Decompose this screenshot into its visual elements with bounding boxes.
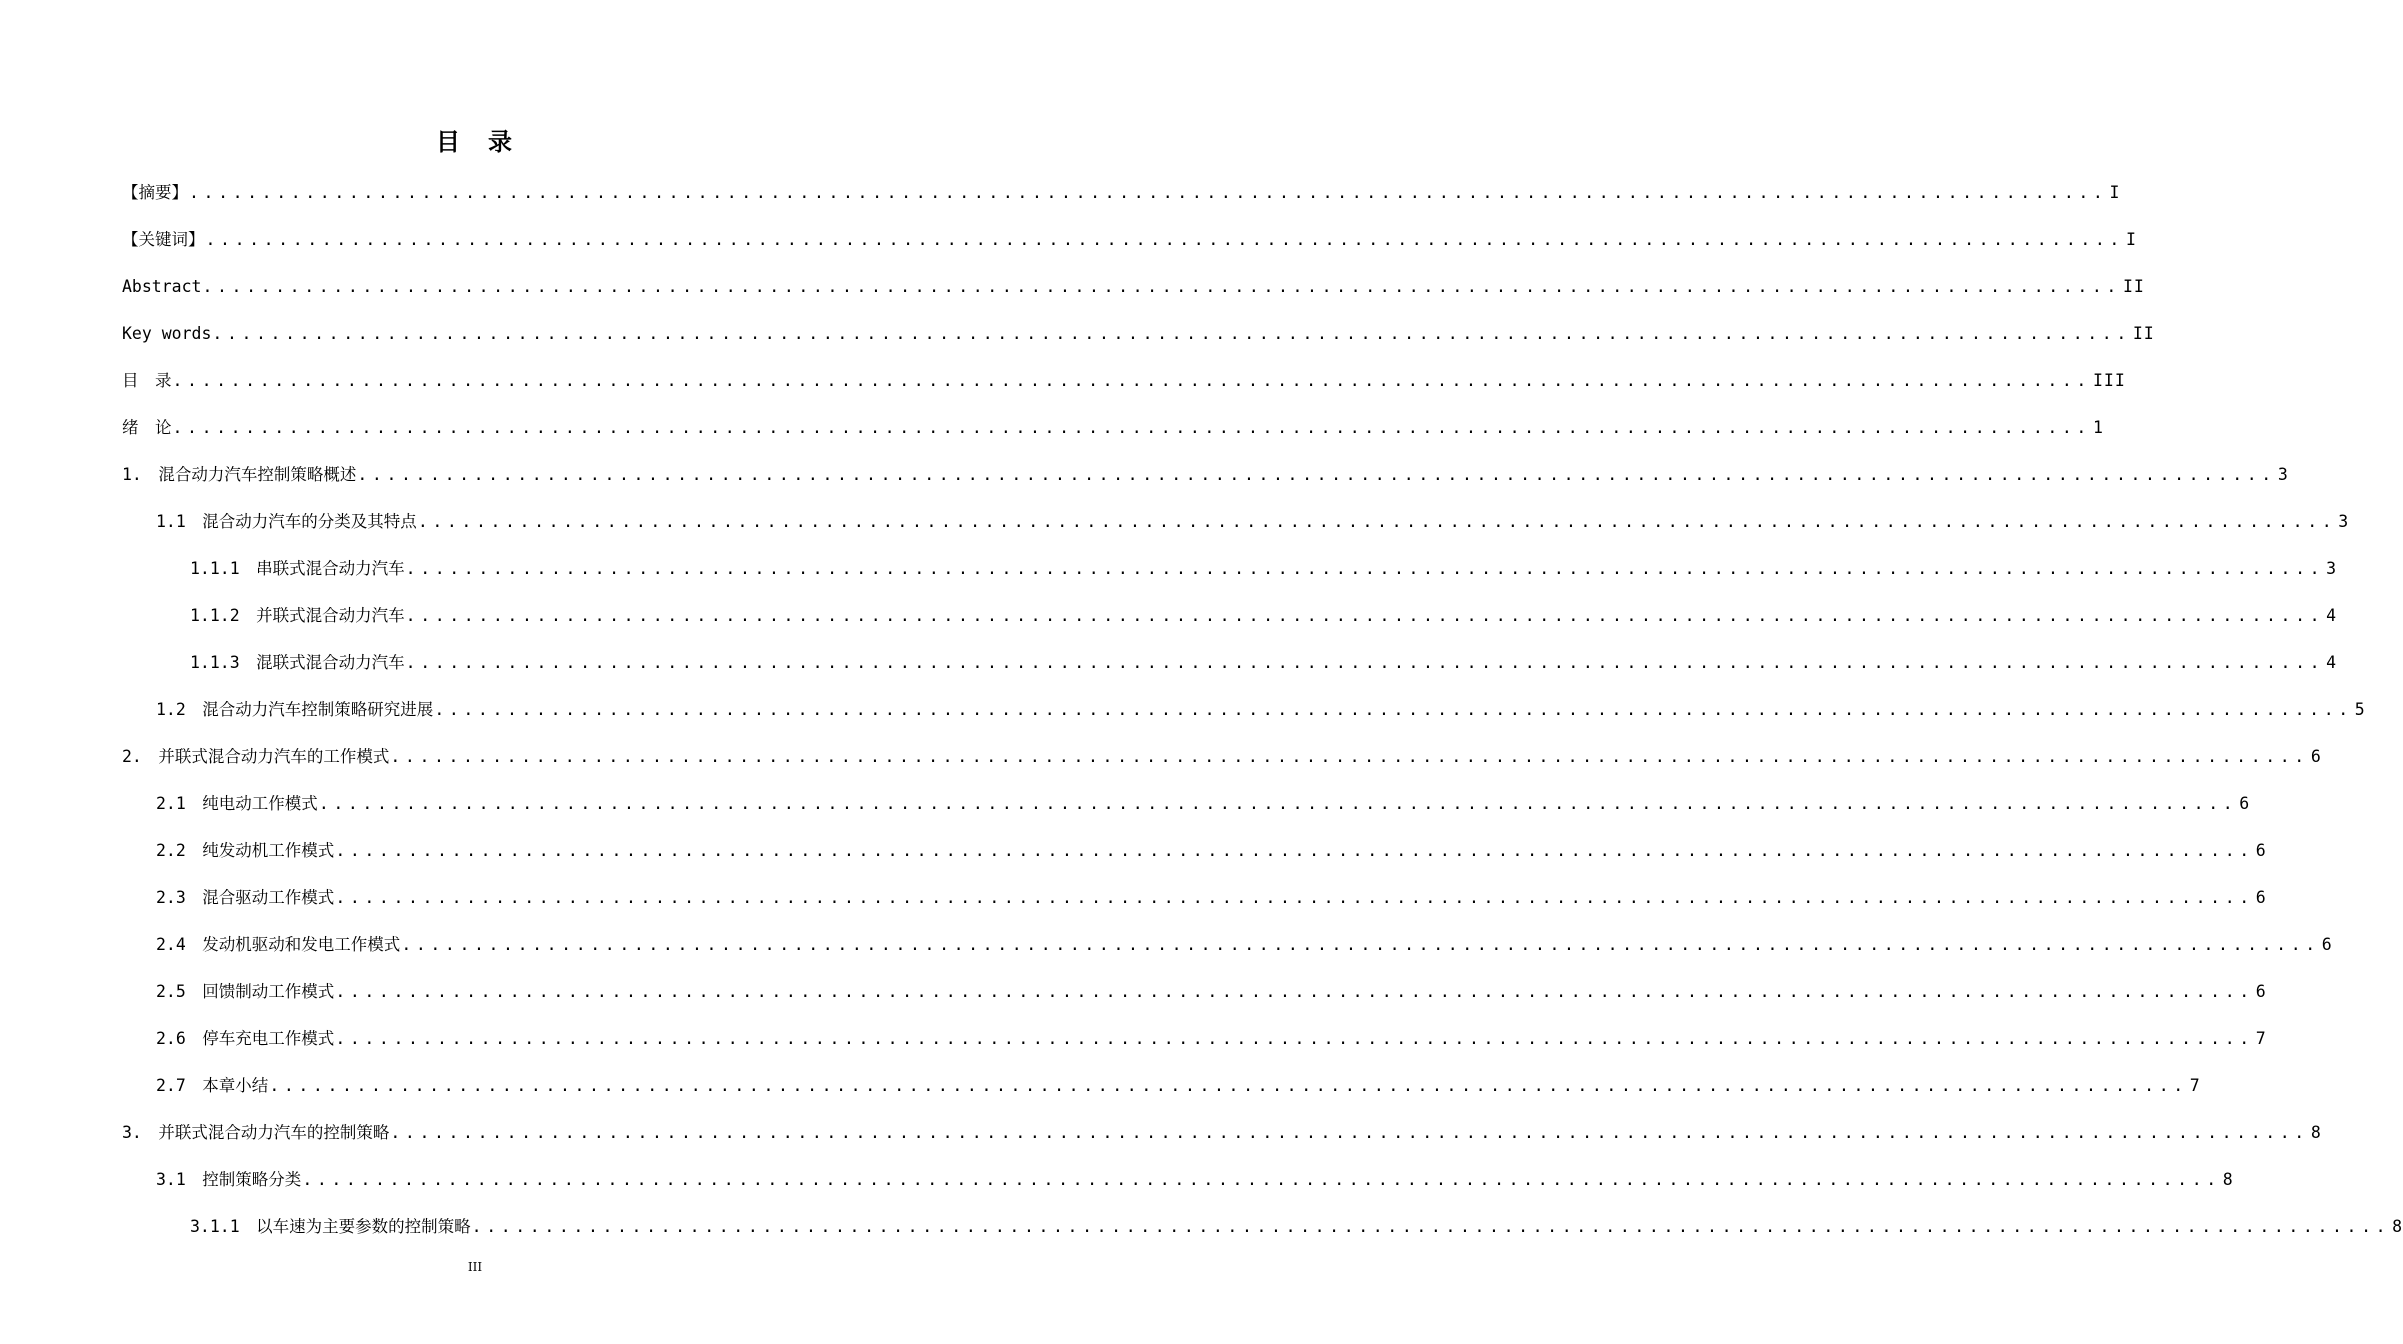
toc-entry-label: 1.1 混合动力汽车的分类及其特点: [156, 512, 417, 531]
toc-leader-dots: ....................................................................................................................................: [335, 1029, 2254, 1048]
toc-entry-page: I: [2109, 183, 2121, 202]
toc-leader-dots: ....................................................................................................................................: [434, 700, 2353, 719]
toc-entry-page: II: [2132, 324, 2155, 343]
toc-entry-section-1-1-3[interactable]: [190, 650, 2338, 676]
toc-entry-section-2-5[interactable]: [156, 979, 2267, 1005]
toc-leader-dots: ....................................................................................................................................: [335, 888, 2254, 907]
toc-leader-dots: ....................................................................................................................................: [401, 935, 2320, 954]
toc-entry-page: 6: [2255, 888, 2267, 907]
toc-entry-section-2-7[interactable]: [156, 1073, 2201, 1099]
toc-entry-section-1-1-1[interactable]: [190, 556, 2338, 582]
toc-entry-label: 2.3 混合驱动工作模式: [156, 888, 335, 907]
toc-entry-page: 6: [2255, 841, 2267, 860]
toc-entry-label: 【摘要】: [122, 183, 188, 202]
toc-entry-label: 目 录: [122, 371, 172, 390]
toc-leader-dots: ....................................................................................................................................: [335, 841, 2254, 860]
toc-leader-dots: ....................................................................................................................................: [390, 1123, 2309, 1142]
toc-entry-section-1-1-2[interactable]: [190, 603, 2338, 629]
toc-entry-label: 1.1.3 混联式混合动力汽车: [190, 653, 405, 672]
toc-entry-label: 3.1 控制策略分类: [156, 1170, 302, 1189]
toc-entry-label: Abstract: [122, 277, 202, 296]
toc-entry-abstract-en[interactable]: [122, 274, 2145, 300]
toc-entry-section-3-1-1[interactable]: [190, 1214, 2403, 1240]
toc-entry-label: 【关键词】: [122, 230, 205, 249]
toc-entry-page: 6: [2321, 935, 2333, 954]
toc-entry-label: 1.2 混合动力汽车控制策略研究进展: [156, 700, 434, 719]
toc-leader-dots: ....................................................................................................................................: [357, 465, 2276, 484]
toc-entry-page: I: [2125, 230, 2137, 249]
toc-entry-label: 2.1 纯电动工作模式: [156, 794, 318, 813]
toc-entry-page: 6: [2310, 747, 2322, 766]
toc-entry-section-3-1[interactable]: [156, 1167, 2234, 1193]
toc-entry-section-1-1[interactable]: [156, 509, 2350, 535]
toc-entry-label: 2.4 发动机驱动和发电工作模式: [156, 935, 401, 954]
toc-leader-dots: ....................................................................................................................................: [212, 324, 2131, 343]
toc-leader-dots: ....................................................................................................................................: [189, 183, 2108, 202]
toc-entry-section-2-6[interactable]: [156, 1026, 2267, 1052]
toc-entry-keywords-en[interactable]: [122, 321, 2155, 347]
toc-entry-chapter-2[interactable]: [122, 744, 2322, 770]
toc-leader-dots: ....................................................................................................................................: [417, 512, 2337, 531]
toc-leader-dots: ....................................................................................................................................: [172, 418, 2091, 437]
toc-leader-dots: ....................................................................................................................................: [269, 1076, 2188, 1095]
toc-leader-dots: ....................................................................................................................................: [335, 982, 2254, 1001]
toc-entry-page: III: [2092, 371, 2126, 390]
toc-entry-page: 7: [2255, 1029, 2267, 1048]
toc-entry-label: 3.1.1 以车速为主要参数的控制策略: [190, 1217, 471, 1236]
toc-entry-section-1-2[interactable]: [156, 697, 2366, 723]
toc-entry-page: 3: [2326, 559, 2338, 578]
toc-entry-contents[interactable]: [122, 368, 2126, 394]
toc-entry-label: 1.1.1 串联式混合动力汽车: [190, 559, 405, 578]
toc-entry-page: 6: [2255, 982, 2267, 1001]
toc-entry-label: 2. 并联式混合动力汽车的工作模式: [122, 747, 390, 766]
toc-leader-dots: ....................................................................................................................................: [318, 794, 2238, 813]
toc-entry-introduction[interactable]: [122, 415, 2104, 441]
toc-entry-label: 2.2 纯发动机工作模式: [156, 841, 335, 860]
toc-leader-dots: ....................................................................................................................................: [202, 277, 2121, 296]
toc-entry-page: 8: [2392, 1217, 2403, 1236]
toc-entry-page: 3: [2338, 512, 2350, 531]
toc-entry-label: 1. 混合动力汽车控制策略概述: [122, 465, 357, 484]
toc-leader-dots: ....................................................................................................................................: [302, 1170, 2221, 1189]
toc-entry-section-2-3[interactable]: [156, 885, 2267, 911]
toc-entry-chapter-3[interactable]: [122, 1120, 2322, 1146]
toc-entry-page: 3: [2277, 465, 2289, 484]
toc-entry-page: 8: [2222, 1170, 2234, 1189]
toc-leader-dots: ....................................................................................................................................: [405, 653, 2325, 672]
page-number-footer: III: [467, 1260, 483, 1274]
toc-entry-page: 8: [2310, 1123, 2322, 1142]
toc-entry-label: 2.5 回馈制动工作模式: [156, 982, 335, 1001]
toc-entry-page: 7: [2189, 1076, 2201, 1095]
toc-entry-label: 1.1.2 并联式混合动力汽车: [190, 606, 405, 625]
toc-entry-abstract-cn[interactable]: [122, 180, 2121, 206]
toc-leader-dots: ....................................................................................................................................: [405, 559, 2325, 578]
toc-leader-dots: ....................................................................................................................................: [390, 747, 2309, 766]
toc-entry-page: 4: [2326, 606, 2338, 625]
toc-entry-page: 5: [2354, 700, 2366, 719]
toc-entry-page: II: [2122, 277, 2145, 296]
toc-leader-dots: ....................................................................................................................................: [471, 1217, 2391, 1236]
toc-leader-dots: ....................................................................................................................................: [205, 230, 2124, 249]
toc-entry-section-2-2[interactable]: [156, 838, 2267, 864]
toc-entry-section-2-4[interactable]: [156, 932, 2333, 958]
toc-entry-label: 3. 并联式混合动力汽车的控制策略: [122, 1123, 390, 1142]
toc-entry-page: 4: [2326, 653, 2338, 672]
toc-entry-page: 1: [2092, 418, 2104, 437]
toc-title: 目 录: [436, 128, 514, 156]
toc-entry-page: 6: [2239, 794, 2251, 813]
toc-entry-label: 2.7 本章小结: [156, 1076, 269, 1095]
toc-entry-chapter-1[interactable]: [122, 462, 2289, 488]
toc-leader-dots: ....................................................................................................................................: [405, 606, 2325, 625]
toc-entry-keywords-cn[interactable]: [122, 227, 2137, 253]
toc-leader-dots: ....................................................................................................................................: [172, 371, 2091, 390]
toc-entry-label: 2.6 停车充电工作模式: [156, 1029, 335, 1048]
toc-entry-label: Key words: [122, 324, 212, 343]
toc-entry-section-2-1[interactable]: [156, 791, 2251, 817]
toc-entry-label: 绪 论: [122, 418, 172, 437]
